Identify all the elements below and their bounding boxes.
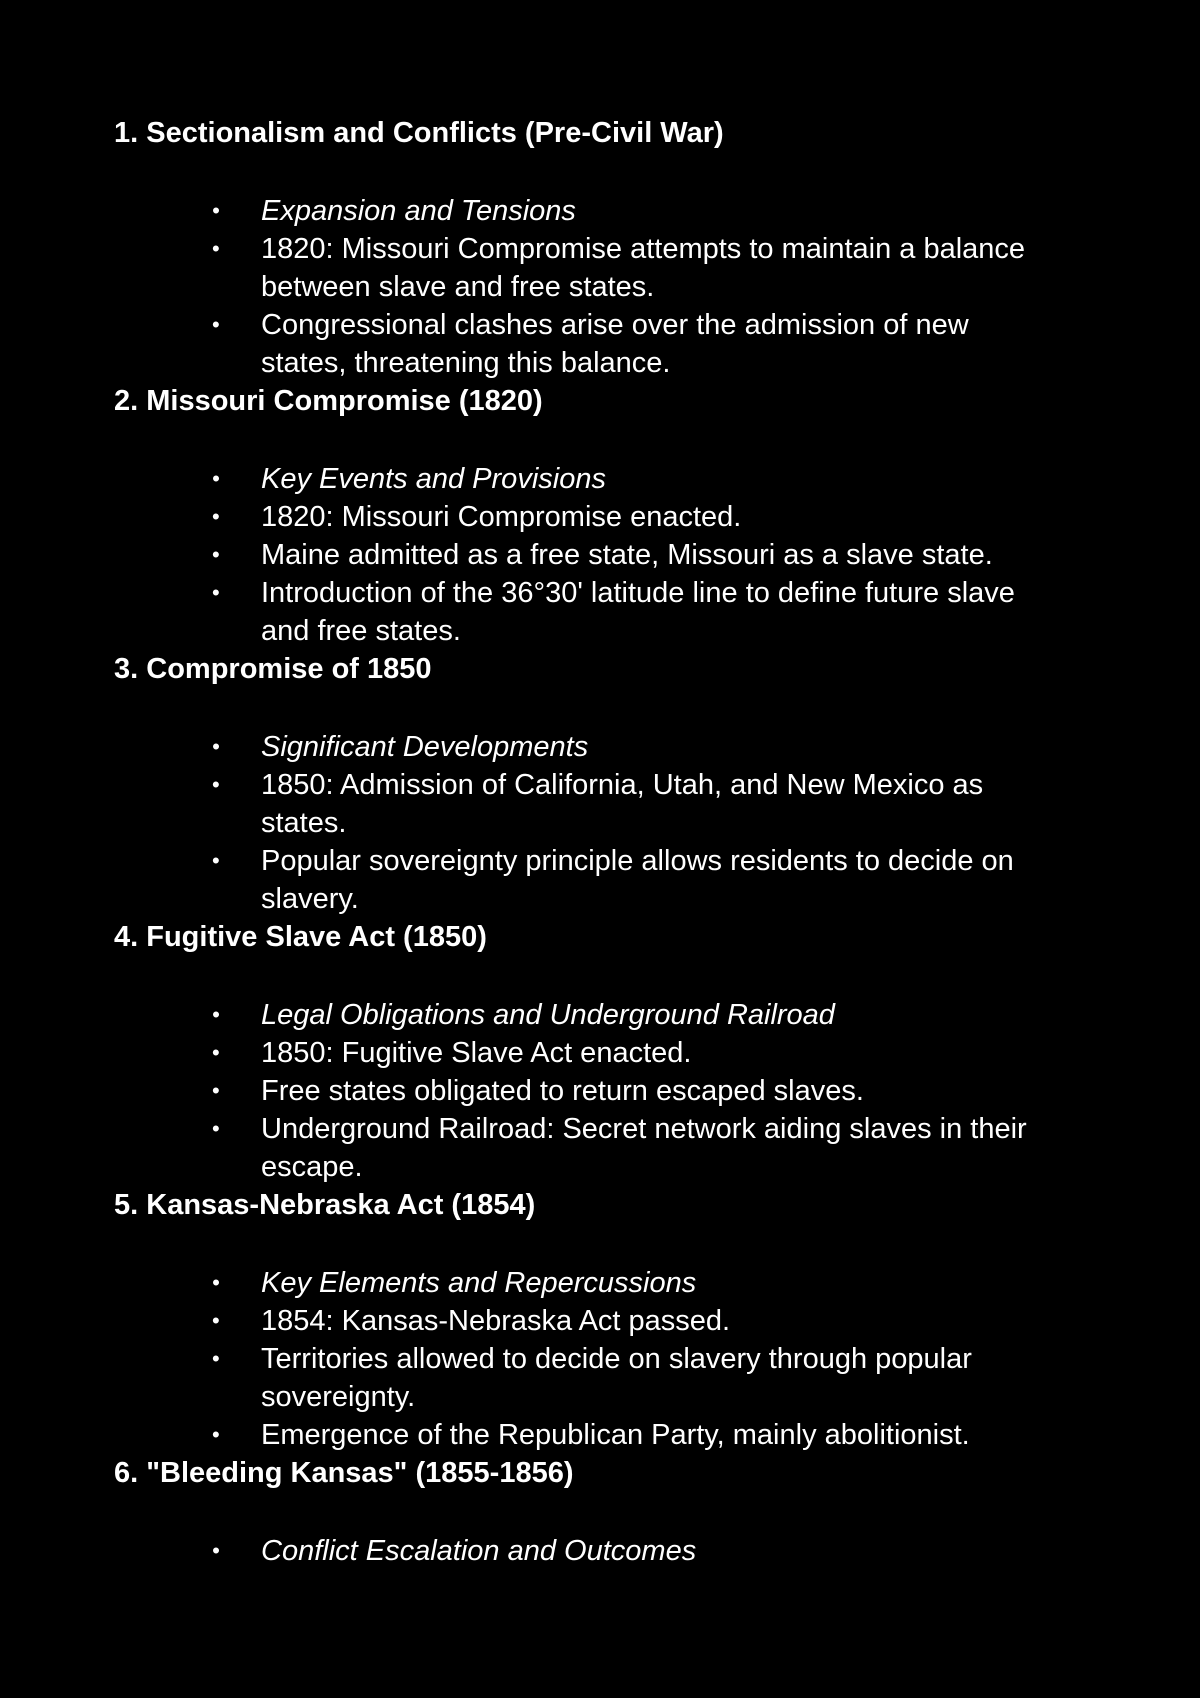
section-2 <box>114 382 1200 650</box>
bullet-list <box>114 460 1200 650</box>
bullet-icon: • <box>212 1078 220 1103</box>
section-title: Sectionalism and Conflicts (Pre-Civil War) <box>146 117 724 149</box>
section-number: 5. <box>114 1189 139 1221</box>
list-item <box>114 1416 1059 1454</box>
bullet-list <box>114 1532 1200 1570</box>
list-item <box>114 536 1059 574</box>
bullet-list <box>114 1264 1200 1454</box>
subheading-text: Key Elements and Repercussions <box>261 1267 697 1299</box>
section-number: 4. <box>114 921 139 953</box>
subheading-text: Key Events and Provisions <box>261 463 606 495</box>
bullet-icon: • <box>212 772 220 797</box>
section-title: Missouri Compromise (1820) <box>146 385 543 417</box>
subheading-text: Expansion and Tensions <box>261 195 576 227</box>
bullet-list <box>114 996 1200 1186</box>
bullet-icon: • <box>212 466 220 491</box>
list-subheading <box>114 996 1059 1034</box>
bullet-icon: • <box>212 1270 220 1295</box>
list-item <box>114 230 1059 306</box>
list-item <box>114 766 1059 842</box>
section-title: Kansas-Nebraska Act (1854) <box>146 1189 536 1221</box>
bullet-icon: • <box>212 198 220 223</box>
bullet-icon: • <box>212 542 220 567</box>
bullet-icon: • <box>212 1308 220 1333</box>
list-item-text: Emergence of the Republican Party, mainly abolitionist. <box>261 1419 970 1451</box>
list-item-text: Maine admitted as a free state, Missouri as a slave state. <box>261 539 993 571</box>
section-number: 1. <box>114 117 139 149</box>
list-item-text: 1820: Missouri Compromise attempts to maintain a balance between slave and free states. <box>261 233 1026 303</box>
bullet-icon: • <box>212 734 220 759</box>
section-title: "Bleeding Kansas" (1855-1856) <box>146 1457 574 1489</box>
list-item <box>114 1072 1059 1110</box>
bullet-icon: • <box>212 1040 220 1065</box>
list-subheading <box>114 1532 1059 1570</box>
section-heading <box>114 1454 1200 1492</box>
list-subheading <box>114 192 1059 230</box>
section-heading <box>114 382 1200 420</box>
bullet-icon: • <box>212 504 220 529</box>
section-6 <box>114 1454 1200 1570</box>
list-item <box>114 1034 1059 1072</box>
bullet-icon: • <box>212 848 220 873</box>
bullet-icon: • <box>212 312 220 337</box>
section-4 <box>114 918 1200 1186</box>
list-item <box>114 1340 1059 1416</box>
section-number: 3. <box>114 653 139 685</box>
bullet-icon: • <box>212 1346 220 1371</box>
list-item-text: Congressional clashes arise over the admission of new states, threatening this balance. <box>261 309 969 379</box>
list-subheading <box>114 460 1059 498</box>
section-1 <box>114 114 1200 382</box>
bullet-icon: • <box>212 1116 220 1141</box>
list-item <box>114 306 1059 382</box>
bullet-icon: • <box>212 1538 220 1563</box>
section-number: 6. <box>114 1457 139 1489</box>
bullet-list <box>114 192 1200 382</box>
subheading-text: Conflict Escalation and Outcomes <box>261 1535 697 1567</box>
section-5 <box>114 1186 1200 1454</box>
list-item <box>114 1302 1059 1340</box>
list-item-text: Territories allowed to decide on slavery through popular sovereignty. <box>261 1343 972 1413</box>
bullet-icon: • <box>212 1422 220 1447</box>
section-title: Compromise of 1850 <box>146 653 432 685</box>
section-title: Fugitive Slave Act (1850) <box>146 921 487 953</box>
list-item-text: 1854: Kansas-Nebraska Act passed. <box>261 1305 731 1337</box>
subheading-text: Significant Developments <box>261 731 589 763</box>
list-item-text: Popular sovereignty principle allows residents to decide on slavery. <box>261 845 1014 915</box>
list-item <box>114 498 1059 536</box>
section-heading <box>114 114 1200 152</box>
bullet-list <box>114 728 1200 918</box>
list-item-text: Underground Railroad: Secret network aiding slaves in their escape. <box>261 1113 1027 1183</box>
bullet-icon: • <box>212 1002 220 1027</box>
list-subheading <box>114 1264 1059 1302</box>
section-heading <box>114 650 1200 688</box>
list-item-text: 1850: Admission of California, Utah, and New Mexico as states. <box>261 769 984 839</box>
section-heading <box>114 918 1200 956</box>
list-item <box>114 574 1059 650</box>
list-item <box>114 1110 1059 1186</box>
bullet-icon: • <box>212 236 220 261</box>
list-item-text: 1850: Fugitive Slave Act enacted. <box>261 1037 692 1069</box>
section-heading <box>114 1186 1200 1224</box>
subheading-text: Legal Obligations and Underground Railroad <box>261 999 835 1031</box>
list-subheading <box>114 728 1059 766</box>
bullet-icon: • <box>212 580 220 605</box>
list-item-text: 1820: Missouri Compromise enacted. <box>261 501 742 533</box>
list-item <box>114 842 1059 918</box>
section-number: 2. <box>114 385 139 417</box>
list-item-text: Introduction of the 36°30' latitude line to define future slave and free states. <box>261 577 1015 647</box>
section-3 <box>114 650 1200 918</box>
list-item-text: Free states obligated to return escaped slaves. <box>261 1075 864 1107</box>
